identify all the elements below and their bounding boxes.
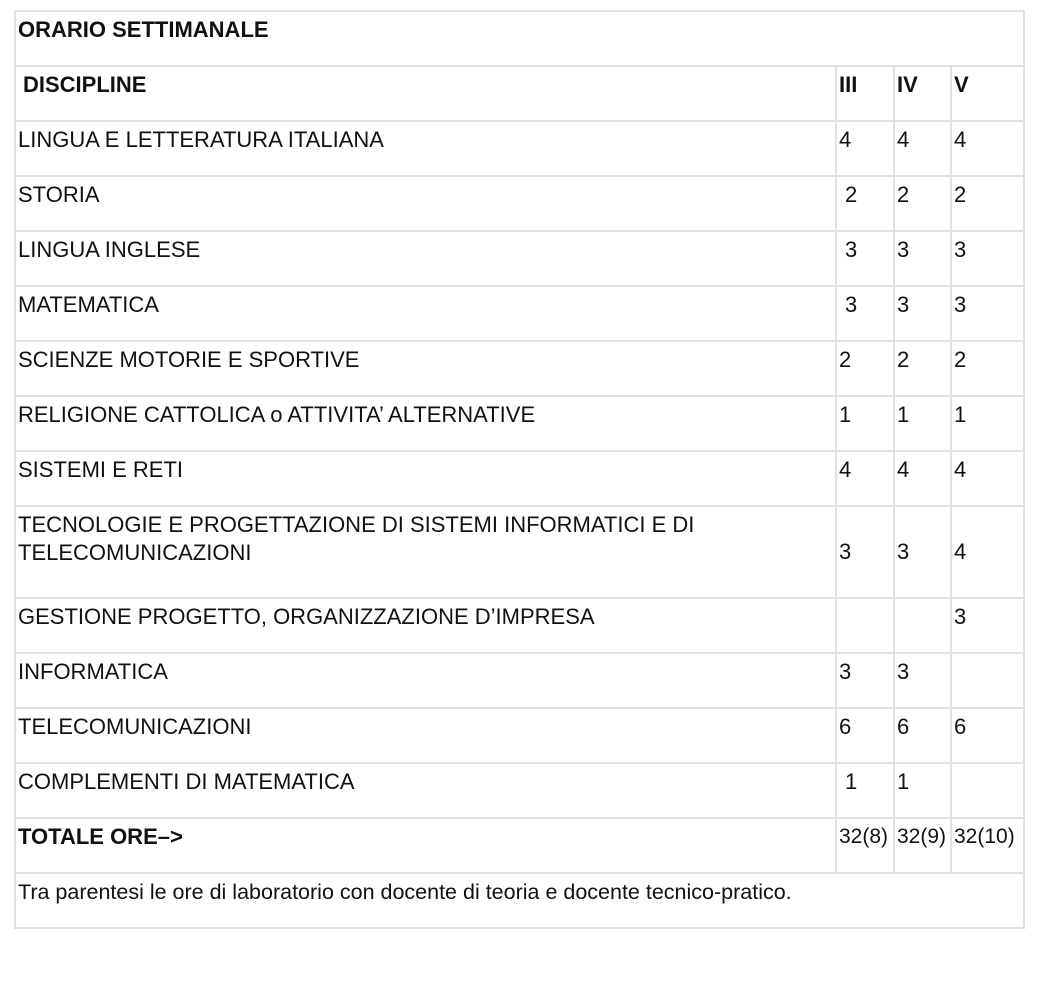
total-iv: 32(9) (894, 818, 951, 873)
hours-v: 4 (951, 451, 1024, 506)
header-year-v: V (951, 66, 1024, 121)
hours-iv: 1 (894, 396, 951, 451)
hours-iii: 3 (836, 231, 894, 286)
table-row (15, 286, 1024, 341)
hours-iii (836, 598, 894, 653)
hours-iii: 4 (836, 121, 894, 176)
hours-v: 2 (951, 341, 1024, 396)
hours-v: 2 (951, 176, 1024, 231)
hours-iv: 3 (894, 231, 951, 286)
hours-iii: 4 (836, 451, 894, 506)
hours-v: 4 (951, 121, 1024, 176)
table-row (15, 653, 1024, 708)
table-row (15, 708, 1024, 763)
hours-iv: 2 (894, 341, 951, 396)
hours-iii: 3 (836, 506, 894, 598)
hours-iii: 2 (836, 341, 894, 396)
discipline-name: GESTIONE PROGETTO, ORGANIZZAZIONE D’IMPRESA (15, 598, 836, 653)
header-year-iv: IV (894, 66, 951, 121)
table-title: ORARIO SETTIMANALE (15, 11, 1024, 66)
table-row (15, 396, 1024, 451)
hours-iv: 3 (894, 506, 951, 598)
hours-iii: 6 (836, 708, 894, 763)
hours-iii: 3 (836, 653, 894, 708)
hours-v: 3 (951, 598, 1024, 653)
discipline-name: RELIGIONE CATTOLICA o ATTIVITA’ ALTERNATIVE (15, 396, 836, 451)
hours-v: 3 (951, 231, 1024, 286)
total-label: TOTALE ORE–> (15, 818, 836, 873)
table-row (15, 451, 1024, 506)
hours-iii: 1 (836, 763, 894, 818)
discipline-name: INFORMATICA (15, 653, 836, 708)
discipline-name: COMPLEMENTI DI MATEMATICA (15, 763, 836, 818)
discipline-name: MATEMATICA (15, 286, 836, 341)
hours-iv: 3 (894, 286, 951, 341)
hours-iv: 4 (894, 451, 951, 506)
hours-v: 3 (951, 286, 1024, 341)
hours-iv: 2 (894, 176, 951, 231)
total-v: 32(10) (951, 818, 1024, 873)
discipline-name: LINGUA INGLESE (15, 231, 836, 286)
title-row (15, 11, 1024, 66)
hours-iii: 1 (836, 396, 894, 451)
table-row (15, 598, 1024, 653)
table-row (15, 176, 1024, 231)
table-row (15, 506, 1024, 598)
total-row (15, 818, 1024, 873)
header-row (15, 66, 1024, 121)
discipline-name: LINGUA E LETTERATURA ITALIANA (15, 121, 836, 176)
hours-v: 4 (951, 506, 1024, 598)
discipline-name: SCIENZE MOTORIE E SPORTIVE (15, 341, 836, 396)
hours-iv: 4 (894, 121, 951, 176)
header-year-iii: III (836, 66, 894, 121)
table-row (15, 121, 1024, 176)
table-row (15, 231, 1024, 286)
hours-iv: 6 (894, 708, 951, 763)
note-row (15, 873, 1024, 928)
discipline-name: SISTEMI E RETI (15, 451, 836, 506)
hours-iii: 2 (836, 176, 894, 231)
lab-hours-note: Tra parentesi le ore di laboratorio con docente di teoria e docente tecnico-pratico. (15, 873, 1024, 928)
hours-iv: 3 (894, 653, 951, 708)
hours-v: 1 (951, 396, 1024, 451)
discipline-name: TELECOMUNICAZIONI (15, 708, 836, 763)
header-disciplines: DISCIPLINE (15, 66, 836, 121)
hours-v: 6 (951, 708, 1024, 763)
weekly-schedule-table (14, 10, 1025, 929)
hours-v (951, 763, 1024, 818)
discipline-name: TECNOLOGIE E PROGETTAZIONE DI SISTEMI INFORMATICI E DI TELECOMUNICAZIONI (15, 506, 836, 598)
hours-iv: 1 (894, 763, 951, 818)
discipline-name: STORIA (15, 176, 836, 231)
hours-iii: 3 (836, 286, 894, 341)
table-row (15, 341, 1024, 396)
hours-iv (894, 598, 951, 653)
table-row (15, 763, 1024, 818)
hours-v (951, 653, 1024, 708)
total-iii: 32(8) (836, 818, 894, 873)
